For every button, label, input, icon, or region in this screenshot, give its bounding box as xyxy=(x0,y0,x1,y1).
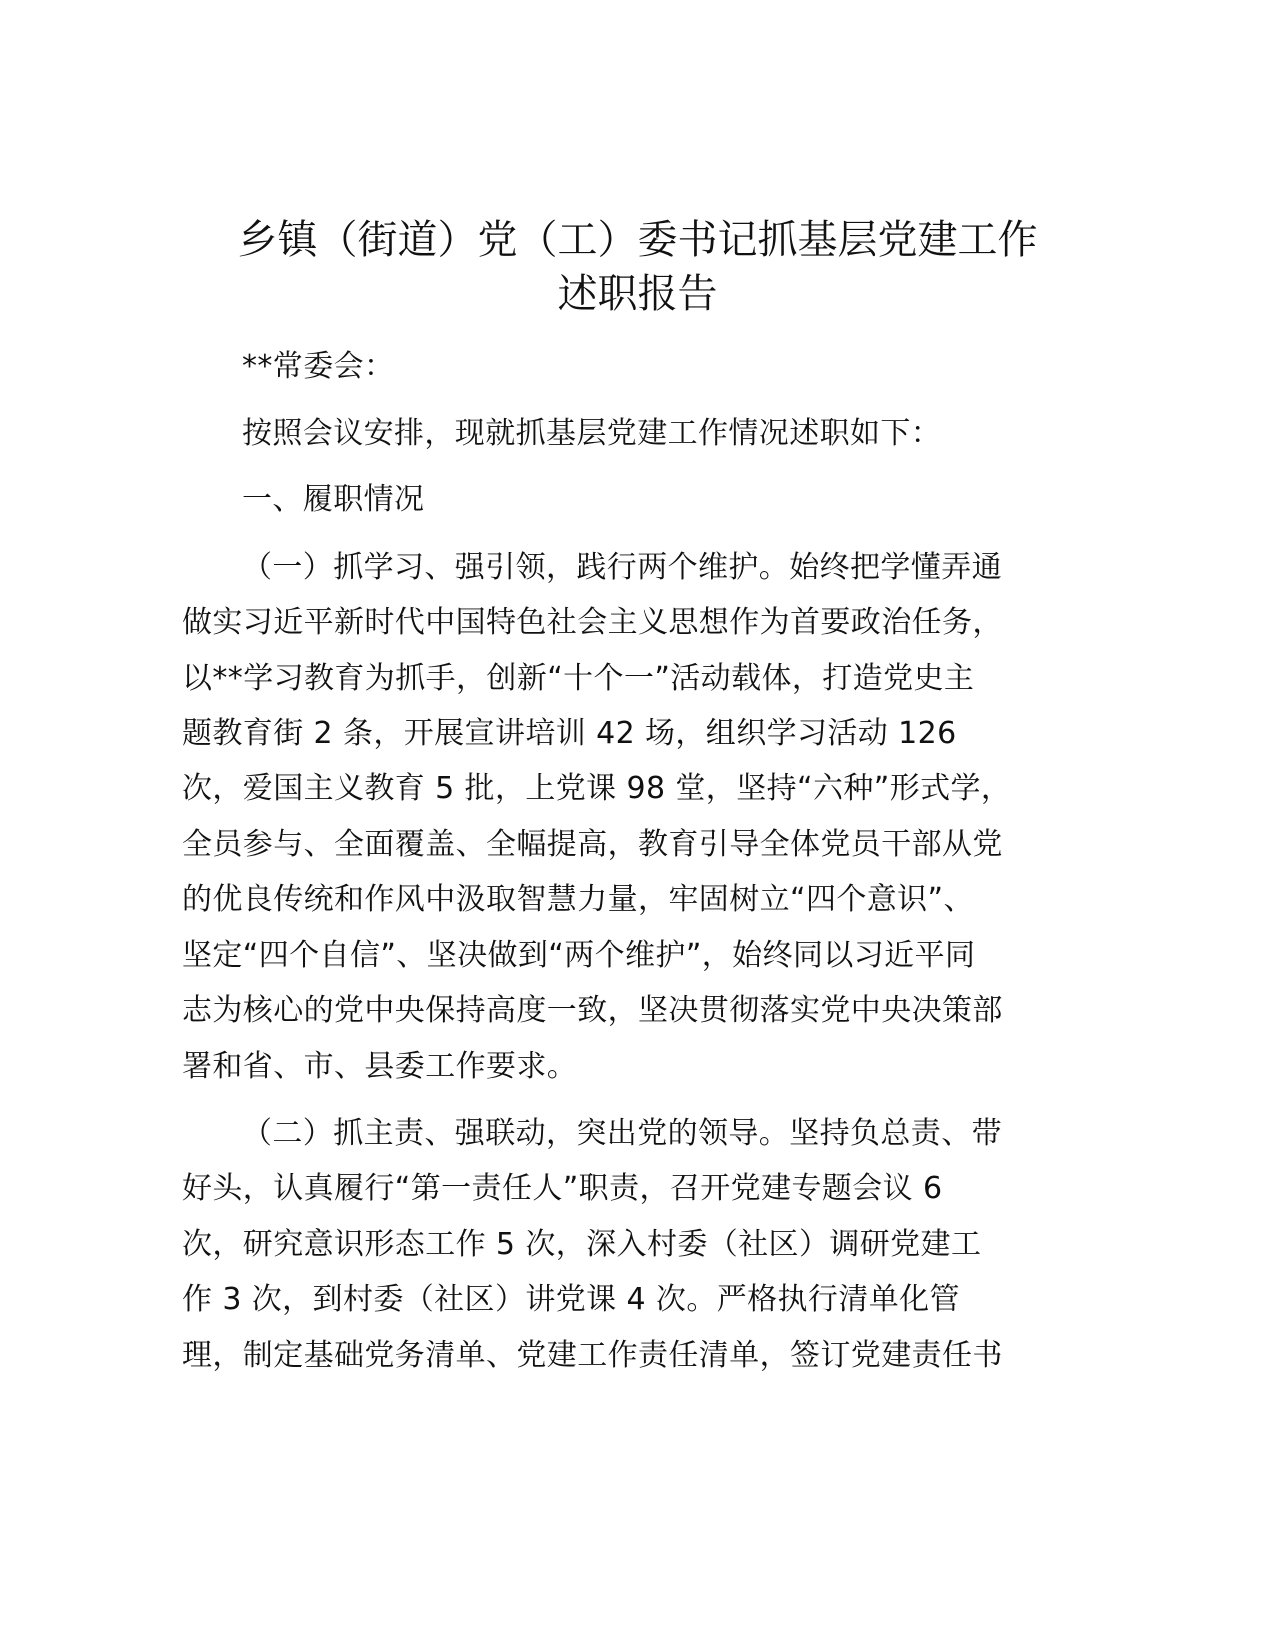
document-title-line-1: 乡镇（街道）党（工）委书记抓基层党建工作 xyxy=(237,217,1038,263)
paragraph-2-line: （二）抓主责、强联动，突出党的领导。坚持负总责、带 xyxy=(242,1116,1002,1151)
paragraph-1-line: 以**学习教育为抓手，创新“十个一”活动载体，打造党史主 xyxy=(182,661,975,696)
paragraph-1-line: 志为核心的党中央保持高度一致，坚决贯彻落实党中央决策部 xyxy=(182,993,1003,1028)
section-heading: 一、履职情况 xyxy=(242,482,425,517)
paragraph-2-line: 次，研究意识形态工作 5 次，深入村委（社区）调研党建工 xyxy=(182,1227,982,1262)
paragraph-1-line: 做实习近平新时代中国特色社会主义思想作为首要政治任务， xyxy=(182,605,1003,640)
intro-paragraph: 按照会议安排，现就抓基层党建工作情况述职如下： xyxy=(242,416,942,451)
paragraph-1-line: 次，爱国主义教育 5 批，上党课 98 堂，坚持“六种”形式学， xyxy=(182,771,1012,806)
paragraph-1-line: 坚定“四个自信”、坚决做到“两个维护”，始终同以习近平同 xyxy=(182,938,976,973)
paragraph-1-line: （一）抓学习、强引领，践行两个维护。始终把学懂弄通 xyxy=(242,550,1002,585)
paragraph-2-line: 好头，认真履行“第一责任人”职责，召开党建专题会议 6 xyxy=(182,1171,943,1206)
paragraph-2-line: 理，制定基础党务清单、党建工作责任清单，签订党建责任书 xyxy=(182,1338,1003,1373)
document-title-line-2: 述职报告 xyxy=(557,271,718,317)
paragraph-1-line: 的优良传统和作风中汲取智慧力量，牢固树立“四个意识”、 xyxy=(182,882,974,917)
paragraph-1-line: 题教育街 2 条，开展宣讲培训 42 场，组织学习活动 126 xyxy=(182,716,957,751)
salutation: **常委会： xyxy=(242,349,395,384)
paragraph-1-line: 署和省、市、县委工作要求。 xyxy=(182,1049,578,1084)
paragraph-1-line: 全员参与、全面覆盖、全幅提高，教育引导全体党员干部从党 xyxy=(182,827,1003,862)
paragraph-2-line: 作 3 次，到村委（社区）讲党课 4 次。严格执行清单化管 xyxy=(182,1282,960,1317)
